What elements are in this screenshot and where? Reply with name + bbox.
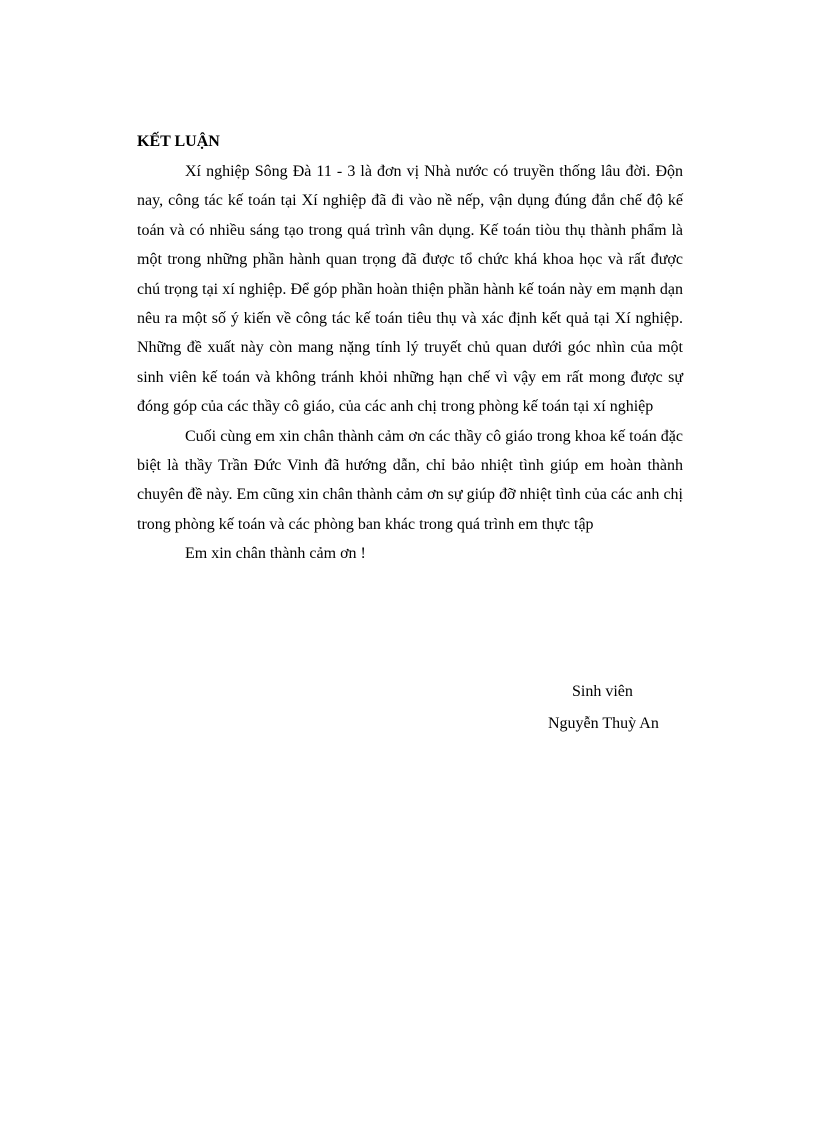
document-body xyxy=(137,127,683,569)
paragraph-1: Xí nghiệp Sông Đà 11 - 3 là đơn vị Nhà nước có truyền thống lâu đời. Độn nay, công tác kế toán tại Xí nghiệp đã đi vào nề nếp, vận dụng đúng đắn chế độ kế toán và có nhiều sáng tạo trong quá trình vân dụng. Kế toán tiòu thụ thành phẩm là một trong những phần hành quan trọng đã được tổ chức khá khoa học và rất được chú trọng tại xí nghiệp. Để góp phần hoàn thiện phần hành kế toán này em mạnh dạn nêu ra một số ý kiến về công tác kế toán tiêu thụ và xác định kết quả tại Xí nghiệp. Những đề xuất này còn mang nặng tính lý truyết chủ quan dưới góc nhìn của một sinh viên kế toán và không tránh khỏi những hạn chế vì vậy em rất mong được sự đóng góp của các thầy cô giáo, của các anh chị trong phòng kế toán tại xí nghiệp xyxy=(137,163,683,416)
closing-line: Em xin chân thành cảm ơn ! xyxy=(185,545,366,563)
paragraph-2: Cuối cùng em xin chân thành cảm ơn các thầy cô giáo trong khoa kế toán đặc biệt là thầy Trần Đức Vinh đã hướng dẫn, chỉ bảo nhiệt tình giúp em hoàn thành chuyên đề này. Em cũng xin chân thành cảm ơn sự giúp đỡ nhiệt tình của các anh chị trong phòng kế toán và các phòng ban khác trong quá trình em thực tập xyxy=(137,427,683,533)
signature-role: Sinh viên xyxy=(572,683,633,700)
signature-name: Nguyễn Thuỳ An xyxy=(548,715,659,732)
document-heading: KẾT LUẬN xyxy=(137,133,220,150)
